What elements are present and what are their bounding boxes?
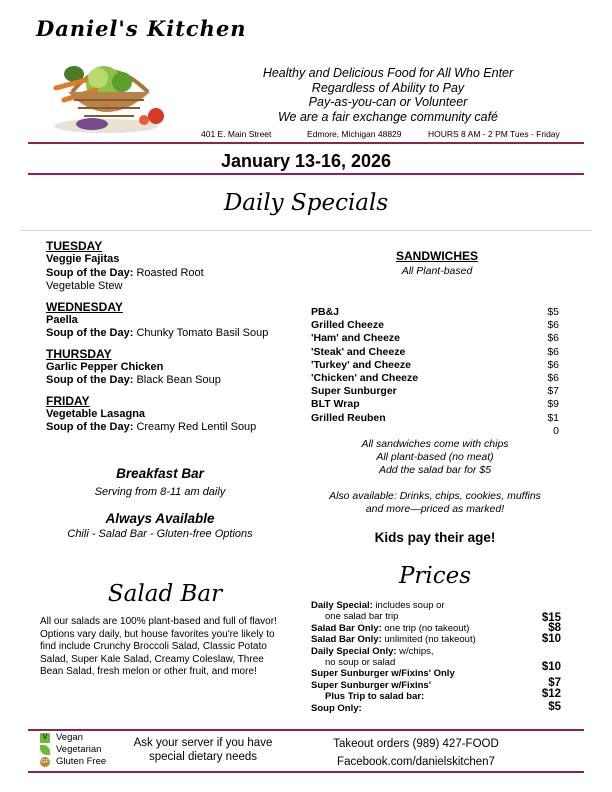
day-name: THURSDAY bbox=[46, 346, 112, 361]
sandwich-name: 'Ham' and Cheeze bbox=[311, 332, 401, 345]
sandwich-name: 'Turkey' and Cheeze bbox=[311, 358, 411, 371]
list-item bbox=[311, 306, 561, 319]
day-name: WEDNESDAY bbox=[46, 299, 123, 314]
salad-bar-description: All our salads are 100% plant-based and full of flavor! Options vary daily, but house favorites you're likely to find include Crunchy Broccoli Salad, Classic Potato Salad, Super Kale Salad, Creamy Coleslaw, Three Bean Salad, fresh melon or other fruit, and more! bbox=[40, 616, 277, 678]
price-amount: $8 bbox=[548, 621, 561, 634]
price-amount: $10 bbox=[541, 633, 561, 646]
breakfast-title: Breakfast Bar bbox=[116, 466, 204, 481]
sandwich-price: 0 bbox=[553, 424, 559, 437]
day-block-friday bbox=[46, 394, 296, 435]
sandwich-price: $7 bbox=[547, 385, 559, 398]
day-dish: Garlic Pepper Chicken bbox=[46, 360, 164, 373]
tagline-line: Regardless of Ability to Pay bbox=[311, 80, 465, 95]
soup-name: Chunky Tomato Basil Soup bbox=[136, 327, 269, 339]
note-line: Add the salad bar for $5 bbox=[378, 464, 492, 476]
day-block-wednesday bbox=[46, 300, 296, 341]
price-row bbox=[311, 676, 563, 691]
soup-name-cont: Vegetable Stew bbox=[46, 280, 123, 292]
list-item bbox=[311, 319, 561, 332]
divider bbox=[28, 771, 584, 773]
price-label: Super Sunburger w/Fixins' bbox=[311, 679, 431, 691]
legend-label: Vegan bbox=[56, 732, 83, 743]
brand-title: Daniel's Kitchen bbox=[36, 16, 247, 41]
sandwich-notes bbox=[330, 438, 540, 477]
day-soup bbox=[46, 421, 296, 435]
sandwich-price: $6 bbox=[547, 319, 559, 332]
prices-title: Prices bbox=[398, 563, 472, 589]
takeout-phone: Takeout orders (989) 427-FOOD bbox=[333, 738, 499, 750]
price-detail-cont: one salad bar trip bbox=[325, 611, 399, 623]
legend-item-gluten-free bbox=[40, 756, 106, 768]
price-row bbox=[311, 700, 563, 714]
price-row bbox=[311, 688, 563, 703]
facebook-link[interactable]: Facebook.com/danielskitchen7 bbox=[337, 756, 495, 768]
sandwich-price: $5 bbox=[547, 306, 559, 318]
price-amount: $10 bbox=[541, 661, 561, 674]
legend-item-vegan bbox=[40, 732, 106, 744]
sandwich-price: $6 bbox=[547, 332, 559, 345]
sandwich-price: $6 bbox=[547, 345, 559, 358]
soup-label: Soup of the Day: bbox=[46, 266, 134, 279]
divider bbox=[28, 173, 584, 175]
also-available-note: Also available: Drinks, chips, cookies, muffins and more—priced as marked! bbox=[329, 490, 541, 515]
price-row bbox=[311, 634, 563, 645]
sandwich-name: Grilled Cheeze bbox=[311, 319, 384, 332]
price-row bbox=[311, 600, 563, 623]
always-available-subtitle: Chili - Salad Bar - Gluten-free Options bbox=[67, 528, 253, 540]
price-amount: $7 bbox=[548, 676, 561, 689]
city-address: Edmore, Michigan 48829 bbox=[307, 129, 402, 139]
sandwich-list bbox=[311, 306, 561, 438]
price-label: Salad Bar Only: bbox=[311, 622, 382, 634]
always-available-title: Always Available bbox=[105, 511, 215, 526]
sandwich-price: $6 bbox=[547, 371, 559, 384]
day-dish: Paella bbox=[46, 313, 78, 326]
legend-label: Gluten Free bbox=[56, 756, 107, 767]
price-row bbox=[311, 646, 563, 669]
hours: HOURS 8 AM - 2 PM Tues - Friday bbox=[428, 129, 560, 139]
day-name: FRIDAY bbox=[46, 393, 90, 408]
sandwiches-title: SANDWICHES bbox=[395, 249, 478, 263]
sandwich-name: 'Chicken' and Cheeze bbox=[311, 371, 419, 384]
price-row bbox=[311, 623, 563, 634]
daily-specials-list bbox=[46, 239, 296, 441]
price-detail: includes soup or bbox=[372, 600, 445, 611]
price-detail: unlimited (no takeout) bbox=[381, 634, 476, 646]
kids-pay-note: Kids pay their age! bbox=[374, 530, 496, 545]
price-label: Salad Bar Only: bbox=[311, 634, 382, 646]
list-item bbox=[311, 332, 561, 345]
price-list bbox=[311, 600, 563, 714]
salad-bar-title: Salad Bar bbox=[107, 581, 223, 607]
sandwich-name: Super Sunburger bbox=[311, 385, 397, 398]
divider bbox=[28, 142, 584, 144]
price-label: Daily Special: bbox=[311, 600, 373, 611]
day-dish: Vegetable Lasagna bbox=[46, 407, 146, 420]
sandwich-name: 'Steak' and Cheeze bbox=[311, 345, 406, 358]
price-amount: $12 bbox=[541, 688, 561, 701]
tagline-line: Healthy and Delicious Food for All Who Enter bbox=[262, 66, 514, 80]
list-item bbox=[311, 372, 561, 385]
tagline-line: We are a fair exchange community café bbox=[277, 109, 498, 124]
sandwich-name: Grilled Reuben bbox=[311, 411, 386, 424]
price-amount: $15 bbox=[541, 612, 561, 624]
breakfast-subtitle: Serving from 8-11 am daily bbox=[94, 486, 226, 498]
note-line: All sandwiches come with chips bbox=[361, 438, 509, 450]
list-item bbox=[311, 346, 561, 359]
day-name: TUESDAY bbox=[46, 239, 103, 253]
tagline-line: Pay-as-you-can or Volunteer bbox=[308, 95, 468, 109]
divider bbox=[20, 230, 592, 231]
vegetable-basket-illustration bbox=[44, 44, 174, 136]
soup-name: Black Bean Soup bbox=[136, 374, 221, 386]
legend-item-vegetarian bbox=[40, 744, 106, 756]
soup-name: Creamy Red Lentil Soup bbox=[136, 421, 257, 433]
street-address: 401 E. Main Street bbox=[201, 129, 272, 139]
contact-info bbox=[316, 735, 516, 771]
price-detail: w/chips, bbox=[396, 645, 434, 657]
price-detail: one trip (no takeout) bbox=[381, 622, 470, 634]
day-dish: Veggie Fajitas bbox=[46, 253, 120, 265]
list-item bbox=[311, 425, 561, 438]
day-block-thursday bbox=[46, 347, 296, 388]
soup-label: Soup of the Day: bbox=[46, 327, 134, 339]
list-item bbox=[311, 412, 561, 425]
sandwich-price: $9 bbox=[547, 398, 559, 411]
soup-label: Soup of the Day: bbox=[46, 421, 134, 433]
vegan-icon: V bbox=[40, 733, 50, 743]
sandwiches-subtitle: All Plant-based bbox=[401, 265, 473, 277]
soup-label: Soup of the Day: bbox=[46, 374, 134, 386]
tagline bbox=[238, 66, 538, 124]
menu-date: January 13-16, 2026 bbox=[220, 151, 392, 171]
day-soup bbox=[46, 267, 296, 281]
price-amount: $5 bbox=[548, 700, 561, 713]
list-item bbox=[311, 385, 561, 398]
day-soup bbox=[46, 327, 296, 341]
sandwich-price: $1 bbox=[547, 411, 559, 424]
list-item bbox=[311, 359, 561, 372]
sandwich-price: $6 bbox=[547, 358, 559, 371]
list-item bbox=[311, 398, 561, 411]
sandwich-name: PB&J bbox=[311, 306, 340, 318]
note-line: All plant-based (no meat) bbox=[376, 451, 494, 463]
price-label: Daily Special Only: bbox=[311, 645, 397, 657]
gluten-free-icon: GF bbox=[41, 759, 49, 765]
leaf-icon bbox=[40, 745, 50, 755]
price-detail-cont: no soup or salad bbox=[325, 657, 396, 669]
divider bbox=[28, 729, 584, 731]
dietary-legend bbox=[40, 732, 106, 768]
sandwich-name: BLT Wrap bbox=[311, 398, 360, 411]
price-label: Plus Trip to salad bar: bbox=[325, 691, 425, 703]
price-label: Soup Only: bbox=[311, 702, 362, 714]
soup-name: Roasted Root bbox=[136, 266, 204, 279]
day-soup bbox=[46, 374, 296, 388]
dietary-needs-note: Ask your server if you have special dietary needs bbox=[133, 737, 273, 763]
price-label: Super Sunburger w/Fixins' Only bbox=[311, 668, 455, 680]
legend-label: Vegetarian bbox=[56, 744, 102, 755]
daily-specials-title: Daily Specials bbox=[223, 190, 389, 216]
day-block-tuesday bbox=[46, 239, 296, 294]
